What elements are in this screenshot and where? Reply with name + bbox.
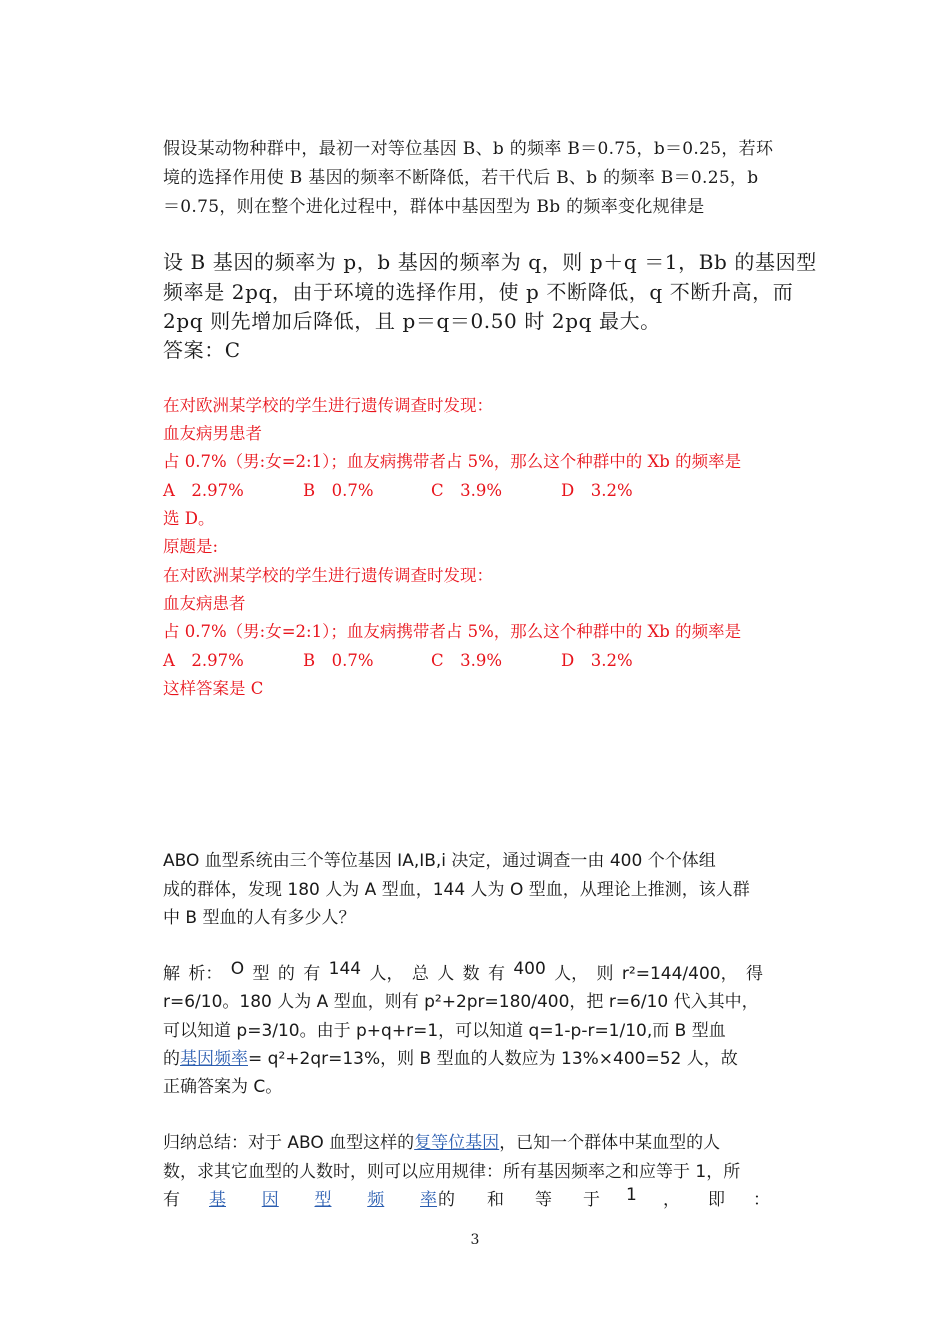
red2-option-a: A 2.97% bbox=[163, 651, 244, 670]
a1-answer: 答案：C bbox=[163, 338, 241, 362]
q2-line-3: 中 B 型血的人有多少人？ bbox=[163, 908, 356, 928]
red2-answer: 这样答案是 C bbox=[163, 679, 264, 698]
red2-option-b: B 0.7% bbox=[303, 651, 374, 670]
analysis-word: r²=144/400， bbox=[621, 964, 738, 984]
analysis-line-5: 正确答案为 C。 bbox=[163, 1077, 283, 1097]
analysis-text: = q²+2qr=13%，则 B 型血的人数应为 13%×400=52 人，故 bbox=[248, 1049, 738, 1069]
q1-line-3: ＝0.75，则在整个进化过程中，群体中基因型为 Bb 的频率变化规律是 bbox=[163, 197, 705, 217]
analysis-word: 144 bbox=[328, 959, 362, 979]
analysis-word: 数 bbox=[462, 964, 480, 984]
analysis-word: O bbox=[230, 959, 245, 979]
a1-line-2: 频率是 2pq，由于环境的选择作用，使 p 不断降低，q 不断升高，而 bbox=[163, 280, 794, 304]
analysis-line-2: r=6/10。180 人为 A 型血，则有 p²+2pr=180/400，把 r=6/10 代入其中， bbox=[163, 992, 759, 1012]
multiple-alleles-link[interactable]: 复等位基因 bbox=[414, 1133, 500, 1153]
analysis-word: 人， bbox=[369, 964, 404, 984]
red2-intro: 在对欧洲某学校的学生进行遗传调查时发现： bbox=[163, 566, 493, 585]
summary-word: ： bbox=[753, 1190, 770, 1210]
analysis-word: 有 bbox=[487, 964, 505, 984]
summary-text: 归纳总结：对于 ABO 血型这样的 bbox=[163, 1133, 415, 1153]
analysis-line-3: 可以知道 p=3/10。由于 p+q+r=1，可以知道 q=1-p-r=1/10,而 B 型血 bbox=[163, 1021, 726, 1041]
red1-intro: 在对欧洲某学校的学生进行遗传调查时发现： bbox=[163, 396, 493, 415]
red1-option-a: A 2.97% bbox=[163, 481, 244, 500]
page-number: 3 bbox=[470, 1232, 480, 1248]
analysis-word: 人 bbox=[437, 964, 455, 984]
red1-original-label: 原题是: bbox=[163, 537, 219, 556]
link-char: 因 bbox=[261, 1190, 279, 1210]
analysis-word: 析： bbox=[188, 964, 223, 984]
analysis-word: 总 bbox=[411, 964, 429, 984]
red1-choose: 选 D。 bbox=[163, 509, 215, 528]
analysis-line-1 bbox=[163, 959, 763, 984]
red1-options bbox=[163, 477, 763, 501]
analysis-word: 的 bbox=[277, 964, 295, 984]
red2-stat: 占 0.7%（男:女=2:1）；血友病携带者占 5%，那么这个种群中的 Xb 的频率是 bbox=[163, 622, 742, 641]
summary-line-3 bbox=[163, 1185, 770, 1211]
a1-line-3: 2pq 则先增加后降低，且 p＝q＝0.50 时 2pq 最大。 bbox=[163, 309, 661, 333]
a1-line-1: 设 B 基因的频率为 p，b 基因的频率为 q，则 p＋q ＝1，Bb 的基因型 bbox=[163, 250, 817, 274]
analysis-word: 得 bbox=[745, 964, 763, 984]
red1-option-b: B 0.7% bbox=[303, 481, 374, 500]
q1-line-2: 境的选择作用使 B 基因的频率不断降低，若干代后 B、b 的频率 B＝0.25，b bbox=[163, 168, 759, 188]
red1-patients: 血友病男患者 bbox=[163, 424, 262, 443]
red2-option-c: C 3.9% bbox=[431, 651, 503, 670]
summary-line-1 bbox=[163, 1128, 720, 1153]
red1-option-d: D 3.2% bbox=[561, 481, 633, 500]
link-char: 型 bbox=[314, 1190, 332, 1210]
summary-word: 等 bbox=[535, 1190, 552, 1210]
analysis-text: 的 bbox=[163, 1049, 180, 1069]
link-char: 基 bbox=[209, 1190, 226, 1210]
summary-word: 1 bbox=[626, 1185, 637, 1205]
red1-stat: 占 0.7%（男:女=2:1）；血友病携带者占 5%，那么这个种群中的 Xb 的频率是 bbox=[163, 452, 742, 471]
analysis-word: 解 bbox=[163, 964, 180, 984]
summary-text: ，已知一个群体中某血型的人 bbox=[499, 1133, 721, 1153]
red2-option-d: D 3.2% bbox=[561, 651, 633, 670]
analysis-line-4 bbox=[163, 1044, 738, 1069]
genotype-frequency-link[interactable] bbox=[209, 1185, 437, 1210]
summary-word: 于 bbox=[583, 1190, 600, 1210]
gene-frequency-link[interactable]: 基因频率 bbox=[180, 1049, 248, 1069]
link-char: 率 bbox=[420, 1190, 437, 1210]
analysis-word: 有 bbox=[303, 964, 321, 984]
q1-line-1: 假设某动物种群中，最初一对等位基因 B、b 的频率 B＝0.75，b＝0.25，若环 bbox=[163, 139, 774, 159]
summary-line-2: 数，求其它血型的人数时，则可以应用规律：所有基因频率之和应等于 1，所 bbox=[163, 1162, 741, 1182]
analysis-word: 则 bbox=[596, 964, 614, 984]
summary-word: 即 bbox=[708, 1190, 725, 1210]
summary-word: 的 bbox=[438, 1190, 455, 1210]
link-char: 频 bbox=[367, 1190, 385, 1210]
analysis-word: 400 bbox=[513, 959, 546, 979]
red2-options bbox=[163, 647, 763, 671]
q2-line-2: 成的群体，发现 180 人为 A 型血，144 人为 O 型血，从理论上推测，该人群 bbox=[163, 880, 750, 900]
summary-word: ， bbox=[663, 1190, 680, 1210]
summary-word: 有 bbox=[163, 1190, 180, 1210]
summary-word: 和 bbox=[487, 1190, 504, 1210]
analysis-word: 人， bbox=[554, 964, 589, 984]
red1-option-c: C 3.9% bbox=[431, 481, 503, 500]
q2-line-1: ABO 血型系统由三个等位基因 IA,IB,i 决定，通过调查一由 400 个个体组 bbox=[163, 851, 716, 871]
analysis-word: 型 bbox=[252, 964, 270, 984]
red2-patients: 血友病患者 bbox=[163, 594, 246, 613]
